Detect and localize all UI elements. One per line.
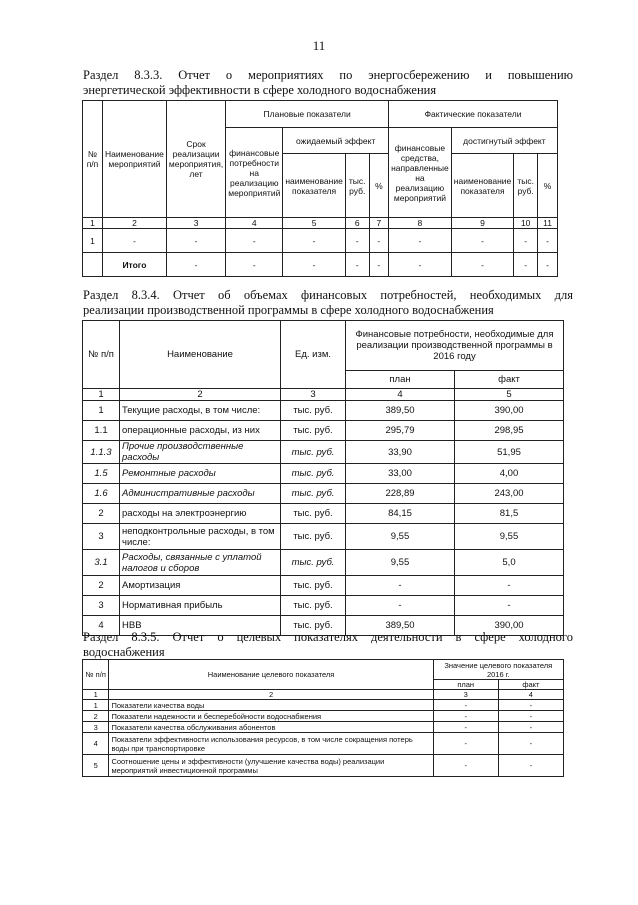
table-row [83,733,564,755]
table-row [83,550,564,576]
row-num: 2 [83,504,120,524]
header-ths-2: тыс. руб. [514,154,538,218]
row-name: Показатели надежности и бесперебойности водоснабжения [109,711,433,722]
row-name: НВВ [120,616,281,636]
col-num: 4 [498,690,563,700]
row-unit: тыс. руб. [281,596,346,616]
column-numbers-row [83,218,558,229]
row-name: неподконтрольные расходы, в том числе: [120,524,281,550]
cell: - [538,253,558,277]
row-fact: 390,00 [455,616,564,636]
row-name: Административные расходы [120,484,281,504]
section-834-title-line2: реализации производственной программы в сфере холодного водоснабжения [83,303,494,317]
section-833-title [83,68,573,98]
row-unit: тыс. руб. [281,504,346,524]
row-fact: - [498,755,563,777]
row-name: расходы на электроэнергию [120,504,281,524]
row-fact: - [455,576,564,596]
col-num: 6 [345,218,369,229]
row-unit: тыс. руб. [281,550,346,576]
cell: - [389,229,452,253]
col-num: 1 [83,690,109,700]
row-num: 4 [83,616,120,636]
table-row [83,722,564,733]
row-unit: тыс. руб. [281,576,346,596]
row-name: Показатели эффективности использования ресурсов, в том числе сокращения потерь воды при транспортировке [109,733,433,755]
table-row [83,441,564,464]
row-plan: 9,55 [346,524,455,550]
section-835-title [83,630,573,660]
row-fact: 5,0 [455,550,564,576]
total-label: Итого [102,253,166,277]
row-plan: - [433,755,498,777]
row-num: 3 [83,596,120,616]
section-835-title-line2: водоснабжения [83,645,165,659]
row-name: Показатели качества воды [109,700,433,711]
table-row [83,700,564,711]
section-834-title [83,288,573,318]
header-pct-2: % [538,154,558,218]
row-plan: 33,90 [346,441,455,464]
cell: - [283,253,345,277]
row-plan: 389,50 [346,616,455,636]
section-834-title-line1: Раздел 8.3.4. Отчет об объемах финансовых потребностей, необходимых для [83,288,573,302]
section-833-table [82,100,558,277]
table-row [83,421,564,441]
row-plan: 33,00 [346,464,455,484]
header-fact: факт [455,371,564,389]
header-fin-needs: Финансовые потребности, необходимые для реализации производственной программы в 2016 году [346,321,564,371]
header-name: Наименование целевого показателя [109,660,433,690]
col-num: 2 [120,389,281,401]
header-name: Наименование мероприятий [102,101,166,218]
row-name: Текущие расходы, в том числе: [120,401,281,421]
row-num: 2 [83,576,120,596]
row-unit: тыс. руб. [281,616,346,636]
table-row [83,229,558,253]
cell: - [451,253,513,277]
row-num: 1.1 [83,421,120,441]
row-name: Показатели качества обслуживания абонентов [109,722,433,733]
row-plan: 228,89 [346,484,455,504]
cell: - [369,229,388,253]
cell: - [166,253,225,277]
cell: - [345,253,369,277]
section-835-table [82,659,564,777]
header-value: Значение целевого показателя 2016 г. [433,660,563,680]
cell: - [283,229,345,253]
header-term: Срок реализации мероприятия, лет [166,101,225,218]
row-fact: 390,00 [455,401,564,421]
cell: - [369,253,388,277]
table-row [83,504,564,524]
row-fact: 81,5 [455,504,564,524]
header-indicator-name-2: наименование показателя [451,154,513,218]
cell: - [538,229,558,253]
cell: - [514,253,538,277]
col-num: 2 [109,690,433,700]
table-row [83,401,564,421]
table-row [83,576,564,596]
cell: - [451,229,513,253]
table-row [83,711,564,722]
row-unit: тыс. руб. [281,421,346,441]
page-number: 11 [312,38,326,53]
row-unit: тыс. руб. [281,524,346,550]
header-plan: план [346,371,455,389]
col-num: 3 [433,690,498,700]
col-num: 4 [226,218,283,229]
row-fact: - [455,596,564,616]
row-plan: - [433,733,498,755]
col-num: 10 [514,218,538,229]
row-plan: 9,55 [346,550,455,576]
table-row-total [83,253,558,277]
row-plan: - [433,722,498,733]
row-plan: - [346,596,455,616]
row-num: 3.1 [83,550,120,576]
header-name: Наименование [120,321,281,389]
header-fact: факт [498,680,563,690]
header-indicator-name: наименование показателя [283,154,345,218]
cell: - [102,229,166,253]
row-num: 1 [83,700,109,711]
row-num: 1.1.3 [83,441,120,464]
row-plan: - [433,700,498,711]
cell: - [226,229,283,253]
row-num: 3 [83,722,109,733]
header-planned: Плановые показатели [226,101,389,128]
row-unit: тыс. руб. [281,464,346,484]
table-row [83,596,564,616]
row-fact: 4,00 [455,464,564,484]
header-plan: план [433,680,498,690]
row-plan: 295,79 [346,421,455,441]
header-ths: тыс. руб. [345,154,369,218]
row-fact: 298,95 [455,421,564,441]
row-unit: тыс. руб. [281,484,346,504]
row-name: Амортизация [120,576,281,596]
cell: - [514,229,538,253]
header-achieved: достигнутый эффект [451,128,557,154]
row-num: 3 [83,524,120,550]
cell [83,253,103,277]
section-834-table [82,320,564,636]
row-name: Расходы, связанные с уплатой налогов и сборов [120,550,281,576]
row-name: Нормативная прибыль [120,596,281,616]
column-numbers-row [83,389,564,401]
header-expected: ожидаемый эффект [283,128,389,154]
row-num: 5 [83,755,109,777]
header-num: № п/п [83,321,120,389]
header-pct: % [369,154,388,218]
col-num: 4 [346,389,455,401]
col-num: 2 [102,218,166,229]
row-fact: 51,95 [455,441,564,464]
header-unit: Ед. изм. [281,321,346,389]
row-fact: - [498,722,563,733]
table-row [83,524,564,550]
row-fact: - [498,733,563,755]
header-num: № п/п [83,101,103,218]
col-num: 8 [389,218,452,229]
col-num: 5 [283,218,345,229]
col-num: 3 [166,218,225,229]
col-num: 11 [538,218,558,229]
row-num: 4 [83,733,109,755]
cell: - [166,229,225,253]
table-row [83,484,564,504]
row-unit: тыс. руб. [281,401,346,421]
row-num: 2 [83,711,109,722]
header-fin-funds: финансовые средства, направленные на реализацию мероприятий [389,128,452,218]
col-num: 3 [281,389,346,401]
row-fact: - [498,700,563,711]
col-num: 1 [83,218,103,229]
row-fact: - [498,711,563,722]
row-plan: - [433,711,498,722]
cell: - [345,229,369,253]
row-name: операционные расходы, из них [120,421,281,441]
row-plan: - [346,576,455,596]
row-num: 1.6 [83,484,120,504]
cell: 1 [83,229,103,253]
header-actual: Фактические показатели [389,101,558,128]
col-num: 9 [451,218,513,229]
row-num: 1 [83,401,120,421]
header-num: № п/п [83,660,109,690]
table-row [83,464,564,484]
header-fin-needs: финансовые потребности на реализацию мероприятий [226,128,283,218]
row-unit: тыс. руб. [281,441,346,464]
col-num: 1 [83,389,120,401]
col-num: 5 [455,389,564,401]
row-name: Соотношение цены и эффективности (улучшение качества воды) реализации мероприятий инвестиционной программы [109,755,433,777]
section-833-title-line2: энергетической эффективности в сфере холодного водоснабжения [83,83,437,97]
cell: - [226,253,283,277]
section-833-title-line1: Раздел 8.3.3. Отчет о мероприятиях по энергосбережению и повышению [83,68,573,82]
row-fact: 243,00 [455,484,564,504]
table-row [83,755,564,777]
row-name: Ремонтные расходы [120,464,281,484]
row-name: Прочие производственные расходы [120,441,281,464]
row-plan: 389,50 [346,401,455,421]
row-fact: 9,55 [455,524,564,550]
section-835-title-line1: Раздел 8.3.5. Отчет о целевых показателях деятельности в сфере холодного [83,630,573,644]
col-num: 7 [369,218,388,229]
cell: - [389,253,452,277]
row-num: 1.5 [83,464,120,484]
row-plan: 84,15 [346,504,455,524]
column-numbers-row [83,690,564,700]
